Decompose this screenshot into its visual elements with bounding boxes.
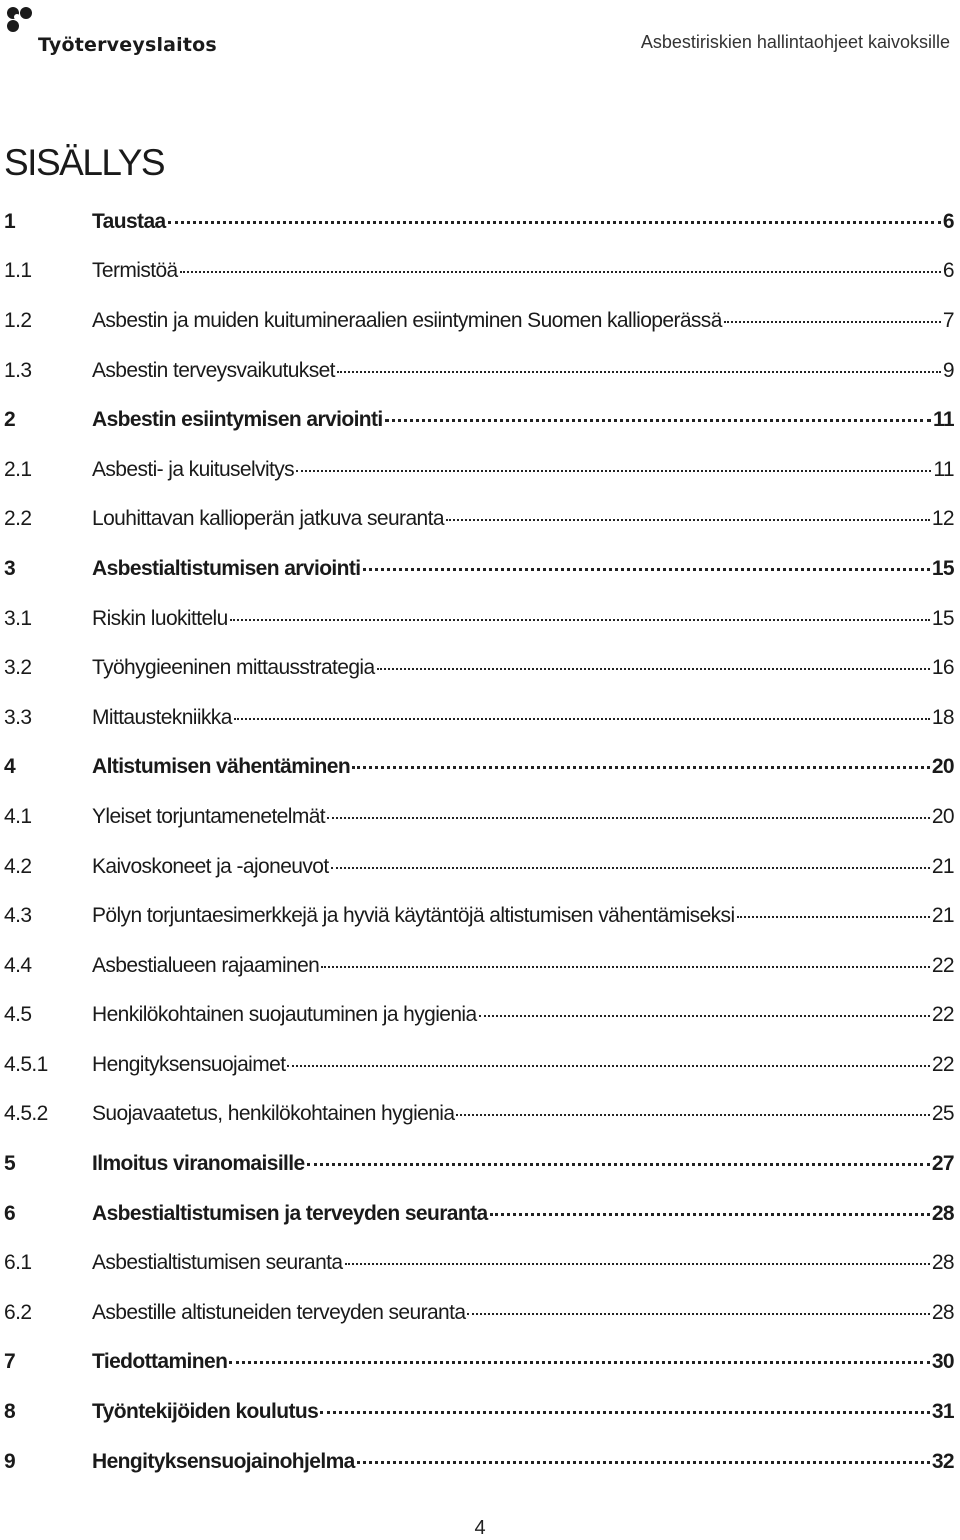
- toc-entry-page: 22: [931, 1003, 954, 1027]
- toc-entry-page: 20: [931, 804, 954, 828]
- toc-entry[interactable]: [0, 1189, 960, 1239]
- toc-entry[interactable]: [0, 1437, 960, 1487]
- toc-entry-number: 2: [4, 408, 16, 432]
- dot-leader: [737, 916, 930, 918]
- toc-entry-number: 3: [4, 556, 16, 580]
- dot-leader: [229, 1361, 930, 1364]
- toc-entry-number: 4.4: [4, 953, 32, 977]
- toc-entry[interactable]: [0, 941, 960, 991]
- toc-entry-number: 6.1: [4, 1251, 32, 1275]
- toc-entry-number: 1.3: [4, 358, 32, 382]
- toc-entry-title: Mittaustekniikka: [92, 705, 232, 729]
- toc-entry-page: 27: [931, 1152, 954, 1176]
- toc-entry[interactable]: [0, 1338, 960, 1388]
- toc-entry-number: 2.2: [4, 507, 32, 531]
- dot-leader: [363, 568, 930, 571]
- toc-entry-title: Pölyn torjuntaesimerkkejä ja hyviä käytäntöjä altistumisen vähentämiseksi: [92, 904, 735, 928]
- toc-entry[interactable]: [0, 544, 960, 594]
- toc-entry-title: Hengityksensuojaimet: [92, 1052, 286, 1076]
- toc-entry-title: Suojavaatetus, henkilökohtainen hygienia: [92, 1102, 455, 1126]
- toc-entry-title: Asbestialtistumisen ja terveyden seuranta: [92, 1201, 488, 1225]
- toc-entry[interactable]: [0, 643, 960, 693]
- toc-entry-page: 15: [931, 606, 954, 630]
- toc-entry-page: 21: [931, 904, 954, 928]
- toc-entry-page: 25: [931, 1102, 954, 1126]
- toc-entry[interactable]: [0, 891, 960, 941]
- toc-entry[interactable]: [0, 346, 960, 396]
- dot-leader: [331, 867, 930, 869]
- toc-entry[interactable]: [0, 842, 960, 892]
- toc-entry-title: Asbesti- ja kuituselvitys: [92, 457, 295, 481]
- toc-entry[interactable]: [0, 197, 960, 247]
- toc-entry-page: 22: [931, 953, 954, 977]
- toc-entry-page: 15: [931, 556, 954, 580]
- toc-entry-number: 4.5.2: [4, 1102, 48, 1126]
- dot-leader: [296, 470, 931, 472]
- toc-entry-number: 7: [4, 1350, 16, 1374]
- toc-entry-title: Asbestin ja muiden kuitumineraalien esiintyminen Suomen kallioperässä: [92, 308, 722, 332]
- toc-entry[interactable]: [0, 395, 960, 445]
- dot-leader: [385, 419, 931, 422]
- dot-leader: [321, 966, 930, 968]
- toc-entry[interactable]: [0, 594, 960, 644]
- toc-entry[interactable]: [0, 445, 960, 495]
- dot-leader: [320, 1411, 930, 1414]
- toc-entry-number: 3.1: [4, 606, 32, 630]
- toc-entry[interactable]: [0, 693, 960, 743]
- toc-entry-page: 28: [931, 1251, 954, 1275]
- toc-entry-title: Asbestialueen rajaaminen: [92, 953, 320, 977]
- toc-entry-page: 21: [931, 854, 954, 878]
- toc-entry-page: 11: [933, 457, 954, 481]
- toc-entry-title: Asbestialtistumisen arviointi: [92, 556, 361, 580]
- toc-entry-title: Henkilökohtainen suojautuminen ja hygienia: [92, 1003, 477, 1027]
- toc-entry[interactable]: [0, 1238, 960, 1288]
- toc-entry-title: Yleiset torjuntamenetelmät: [92, 804, 326, 828]
- toc-entry-title: Altistumisen vähentäminen: [92, 755, 351, 779]
- toc-entry-number: 4.3: [4, 904, 32, 928]
- page-header: [0, 0, 960, 70]
- dot-leader: [345, 1263, 930, 1265]
- toc-entry-page: 6: [942, 209, 954, 233]
- toc-entry-page: 6: [942, 259, 954, 283]
- table-of-contents: [0, 197, 960, 1486]
- toc-entry[interactable]: [0, 792, 960, 842]
- toc-entry-page: 16: [931, 656, 954, 680]
- dot-leader: [327, 817, 930, 819]
- toc-entry-number: 4: [4, 755, 16, 779]
- logo-text: Työterveyslaitos: [38, 34, 217, 56]
- toc-entry-title: Ilmoitus viranomaisille: [92, 1152, 305, 1176]
- toc-entry-title: Asbestille altistuneiden terveyden seuranta: [92, 1300, 466, 1324]
- dot-leader: [456, 1114, 929, 1116]
- dot-leader: [337, 371, 941, 373]
- toc-entry[interactable]: [0, 296, 960, 346]
- toc-entry-title: Taustaa: [92, 209, 166, 233]
- toc-entry-number: 4.1: [4, 804, 32, 828]
- dot-leader: [357, 1461, 930, 1464]
- logo-mark-icon: [4, 4, 38, 38]
- dot-leader: [490, 1213, 930, 1216]
- toc-entry-number: 8: [4, 1400, 16, 1424]
- toc-entry-number: 9: [4, 1449, 16, 1473]
- toc-entry-page: 28: [931, 1201, 954, 1225]
- toc-entry-number: 1: [4, 209, 16, 233]
- toc-entry-number: 5: [4, 1152, 16, 1176]
- toc-entry-number: 3.2: [4, 656, 32, 680]
- toc-entry-title: Työntekijöiden koulutus: [92, 1400, 319, 1424]
- toc-entry-page: 9: [942, 358, 954, 382]
- dot-leader: [230, 619, 930, 621]
- toc-entry[interactable]: [0, 1387, 960, 1437]
- toc-entry[interactable]: [0, 1040, 960, 1090]
- toc-entry[interactable]: [0, 495, 960, 545]
- toc-entry-title: Asbestin terveysvaikutukset: [92, 358, 335, 382]
- toc-entry-page: 30: [931, 1350, 954, 1374]
- toc-entry-page: 11: [933, 408, 954, 432]
- dot-leader: [287, 1065, 929, 1067]
- toc-entry-title: Louhittavan kallioperän jatkuva seuranta: [92, 507, 444, 531]
- toc-entry-number: 4.5: [4, 1003, 32, 1027]
- toc-entry[interactable]: [0, 991, 960, 1041]
- dot-leader: [234, 718, 930, 720]
- dot-leader: [377, 668, 930, 670]
- dot-leader: [467, 1313, 929, 1315]
- toc-entry-title: Asbestialtistumisen seuranta: [92, 1251, 343, 1275]
- toc-entry-title: Asbestin esiintymisen arviointi: [92, 408, 383, 432]
- toc-entry-page: 20: [931, 755, 954, 779]
- toc-entry-title: Termistöä: [92, 259, 178, 283]
- toc-entry[interactable]: [0, 1090, 960, 1140]
- toc-entry-number: 6: [4, 1201, 16, 1225]
- toc-entry[interactable]: [0, 1288, 960, 1338]
- toc-entry-page: 28: [931, 1300, 954, 1324]
- toc-entry-page: 18: [931, 705, 954, 729]
- toc-entry-page: 32: [931, 1449, 954, 1473]
- dot-leader: [307, 1163, 930, 1166]
- dot-leader: [479, 1015, 930, 1017]
- toc-entry[interactable]: [0, 743, 960, 793]
- document-title: Asbestiriskien hallintaohjeet kaivoksille: [640, 32, 950, 52]
- toc-entry-page: 31: [931, 1400, 954, 1424]
- toc-entry-title: Riskin luokittelu: [92, 606, 228, 630]
- dot-leader: [180, 271, 941, 273]
- toc-entry-title: Kaivoskoneet ja -ajoneuvot: [92, 854, 329, 878]
- dot-leader: [352, 766, 930, 769]
- toc-entry-number: 1.1: [4, 259, 32, 283]
- toc-entry-page: 7: [942, 308, 954, 332]
- toc-entry-number: 6.2: [4, 1300, 32, 1324]
- toc-entry-number: 4.5.1: [4, 1052, 48, 1076]
- page-number: 4: [474, 1517, 486, 1539]
- toc-entry-title: Hengityksensuojainohjelma: [92, 1449, 355, 1473]
- dot-leader: [446, 519, 930, 521]
- toc-entry-number: 4.2: [4, 854, 32, 878]
- toc-entry-page: 22: [931, 1052, 954, 1076]
- toc-entry[interactable]: [0, 1139, 960, 1189]
- toc-entry-title: Työhygieeninen mittausstrategia: [92, 656, 375, 680]
- toc-entry-number: 3.3: [4, 705, 32, 729]
- dot-leader: [168, 221, 941, 224]
- tyoterveyslaitos-logo: [4, 4, 217, 56]
- toc-entry-number: 1.2: [4, 308, 32, 332]
- toc-entry-page: 12: [931, 507, 954, 531]
- toc-entry-number: 2.1: [4, 457, 32, 481]
- dot-leader: [724, 321, 941, 323]
- toc-entry-title: Tiedottaminen: [92, 1350, 228, 1374]
- toc-entry[interactable]: [0, 247, 960, 297]
- toc-heading: SISÄLLYS: [4, 142, 165, 183]
